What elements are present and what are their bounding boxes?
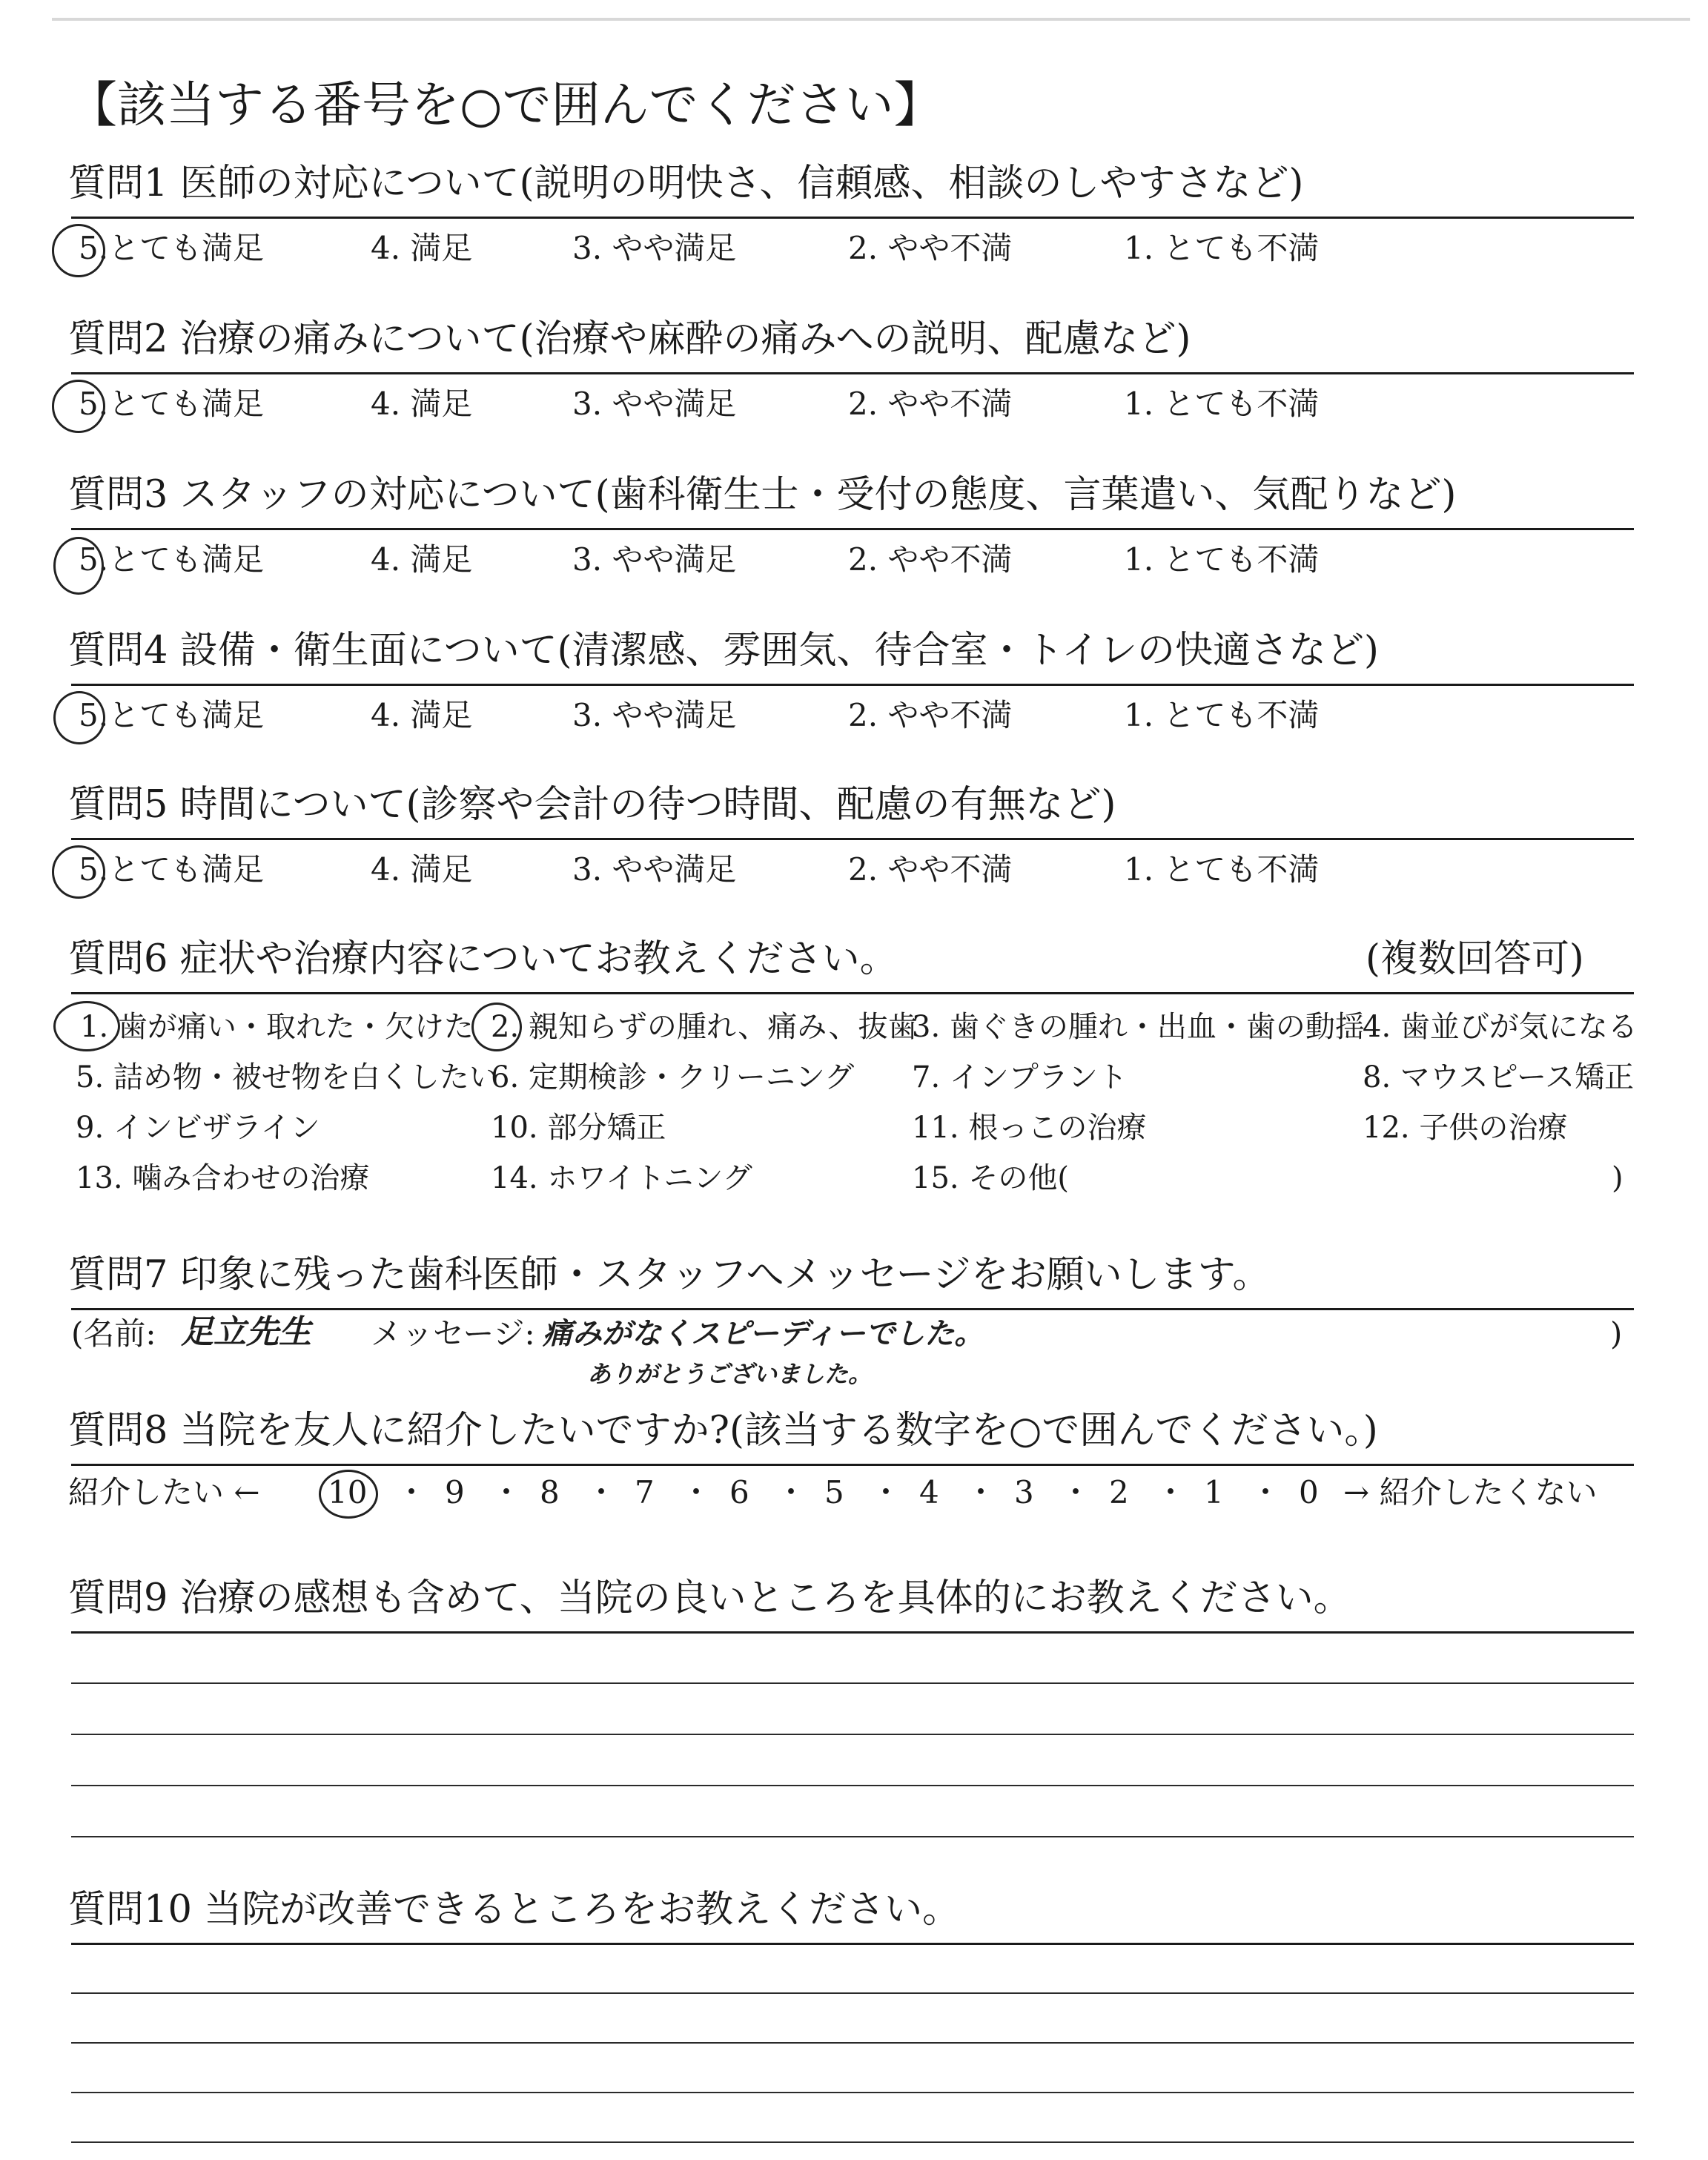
question-5: [68, 783, 1632, 894]
question-7-label: 質問7: [68, 1253, 168, 1297]
q9-answer-line[interactable]: [71, 1785, 1634, 1786]
question-10-text: 当院が改善できるところをお教えください。: [204, 1888, 961, 1932]
q3-selection-circle: [53, 537, 104, 595]
q8-score-8[interactable]: 8: [540, 1474, 560, 1510]
q4-option-4[interactable]: 4. 満足: [371, 697, 473, 733]
q8-score-5[interactable]: 5: [824, 1474, 844, 1510]
scan-edge: [52, 18, 1690, 21]
q6-option-15[interactable]: 15. その他(: [912, 1161, 1069, 1195]
q4-option-3[interactable]: 3. やや満足: [572, 697, 737, 733]
q6-option-6[interactable]: 6. 定期検診・クリーニング: [491, 1060, 855, 1094]
question-6-note: (複数回答可): [1366, 937, 1584, 981]
q2-option-2[interactable]: 2. やや不満: [848, 386, 1013, 422]
q7-name-label: (名前:: [71, 1315, 156, 1352]
q8-score-3[interactable]: 3: [1014, 1474, 1034, 1510]
q4-option-1[interactable]: 1. とても不満: [1124, 697, 1320, 733]
question-9-heading: [68, 1576, 1351, 1621]
q7-message-line-1[interactable]: 痛みがなくスピーディーでした。: [543, 1317, 984, 1351]
q1-option-4[interactable]: 4. 満足: [371, 230, 473, 266]
question-8: [68, 1409, 1632, 1527]
question-8-label: 質問8: [68, 1409, 168, 1453]
q1-option-2[interactable]: 2. やや不満: [848, 230, 1013, 266]
q7-message-line-2[interactable]: ありがとうございました。: [587, 1360, 873, 1388]
q4-selection-circle: [53, 691, 105, 744]
page-title: 【該当する番号を○で囲んでください】: [68, 76, 943, 133]
q8-dot: ・: [870, 1474, 902, 1510]
question-2-heading: [68, 317, 1191, 362]
question-4-heading: [68, 629, 1379, 673]
question-2-text: 治療の痛みについて(治療や麻酔の痛みへの説明、配慮など): [179, 317, 1191, 361]
q10-answer-line[interactable]: [71, 2092, 1634, 2093]
q6-option-8[interactable]: 8. マウスピース矯正: [1363, 1060, 1635, 1094]
q1-selection-circle: [52, 224, 105, 277]
q6-option-9[interactable]: 9. インビザライン: [76, 1111, 320, 1145]
q8-score-9[interactable]: 9: [445, 1474, 465, 1510]
q2-option-4[interactable]: 4. 満足: [371, 386, 473, 422]
question-4-label: 質問4: [68, 629, 168, 673]
q5-option-4[interactable]: 4. 満足: [371, 851, 473, 888]
q6-option-10[interactable]: 10. 部分矯正: [491, 1111, 666, 1145]
q1-option-5[interactable]: 5.とても満足: [79, 230, 265, 266]
q6-option-1[interactable]: 1. 歯が痛い・取れた・欠けた: [80, 1010, 474, 1044]
question-7-text: 印象に残った歯科医師・スタッフへメッセージをお願いします。: [179, 1253, 1271, 1297]
q8-scale: [320, 1474, 1358, 1511]
q6-option-7[interactable]: 7. インプラント: [912, 1060, 1128, 1094]
q9-answer-line[interactable]: [71, 1836, 1634, 1837]
q5-selection-circle: [52, 845, 105, 899]
question-5-label: 質問5: [68, 783, 168, 827]
question-1-label: 質問1: [68, 162, 168, 205]
question-6-text: 症状や治療内容についてお教えください。: [179, 937, 898, 981]
question-1-heading: [68, 162, 1303, 206]
q1-option-1[interactable]: 1. とても不満: [1124, 230, 1320, 266]
question-8-text: 当院を友人に紹介したいですか?(該当する数字を○で囲んでください。): [179, 1409, 1378, 1453]
q4-option-5[interactable]: 5.とても満足: [79, 697, 265, 733]
question-7: [68, 1253, 1632, 1401]
q7-close-paren: ): [1610, 1315, 1623, 1352]
question-6: [68, 937, 1638, 1204]
q8-dot: ・: [681, 1474, 712, 1510]
q10-answer-line[interactable]: [71, 1992, 1634, 1994]
q6-option-12[interactable]: 12. 子供の治療: [1363, 1111, 1568, 1145]
q2-option-5[interactable]: 5.とても満足: [79, 386, 265, 422]
q6-selection-circle-1: [53, 1001, 120, 1051]
q8-dot: ・: [1060, 1474, 1092, 1510]
question-7-rule: [71, 1308, 1634, 1310]
question-1: [68, 162, 1632, 273]
q8-dot: ・: [491, 1474, 523, 1510]
question-1-rule: [71, 217, 1634, 219]
q2-selection-circle: [52, 380, 105, 433]
q3-option-3[interactable]: 3. やや満足: [572, 541, 737, 578]
q6-option-11[interactable]: 11. 根っこの治療: [912, 1111, 1147, 1145]
question-5-rule: [71, 838, 1634, 840]
q9-answer-line[interactable]: [71, 1734, 1634, 1735]
q3-option-5[interactable]: 5.とても満足: [79, 541, 265, 578]
question-10: [68, 1888, 1632, 2155]
q8-dot: ・: [965, 1474, 997, 1510]
q6-option-2[interactable]: 2. 親知らずの腫れ、痛み、抜歯: [491, 1010, 918, 1044]
q8-dot: ・: [1250, 1474, 1282, 1510]
question-1-text: 医師の対応について(説明の明快さ、信頼感、相談のしやすさなど): [179, 162, 1304, 205]
question-7-heading: [68, 1253, 1271, 1298]
q9-answer-line[interactable]: [71, 1682, 1634, 1684]
question-6-label: 質問6: [68, 937, 168, 981]
q6-option-3[interactable]: 3. 歯ぐきの腫れ・出血・歯の動揺: [912, 1010, 1365, 1044]
q10-answer-line[interactable]: [71, 2042, 1634, 2044]
q6-option-13[interactable]: 13. 噛み合わせの治療: [76, 1161, 370, 1195]
q8-score-1[interactable]: 1: [1204, 1474, 1224, 1510]
q5-option-5[interactable]: 5.とても満足: [79, 851, 265, 888]
q6-selection-circle-2: [471, 1003, 522, 1051]
question-8-rule: [71, 1464, 1634, 1466]
question-10-label: 質問10: [68, 1888, 192, 1932]
q8-left-label: 紹介したい ←: [68, 1474, 260, 1510]
q8-dot: ・: [1155, 1474, 1187, 1510]
q2-option-3[interactable]: 3. やや満足: [572, 386, 737, 422]
q2-option-1[interactable]: 1. とても不満: [1124, 386, 1320, 422]
q8-score-10[interactable]: 10: [328, 1474, 368, 1510]
q6-option-14[interactable]: 14. ホワイトニング: [491, 1161, 752, 1195]
q8-right-label: → 紹介したくない: [1343, 1474, 1598, 1510]
question-3-text: スタッフの対応について(歯科衛生士・受付の態度、言葉遣い、気配りなど): [179, 473, 1457, 517]
question-2: [68, 317, 1632, 429]
question-6-rule: [71, 992, 1634, 994]
q3-option-4[interactable]: 4. 満足: [371, 541, 473, 578]
question-3-label: 質問3: [68, 473, 168, 517]
q8-score-7[interactable]: 7: [635, 1474, 655, 1510]
question-9: [68, 1576, 1632, 1851]
question-5-text: 時間について(診察や会計の待つ時間、配慮の有無など): [179, 783, 1116, 827]
q4-option-2[interactable]: 2. やや不満: [848, 697, 1013, 733]
q7-name-value[interactable]: 足立先生: [181, 1313, 311, 1351]
q6-option-15-close: ): [1612, 1161, 1623, 1195]
q8-selection-circle: [319, 1470, 378, 1519]
q5-option-1[interactable]: 1. とても不満: [1124, 851, 1320, 888]
question-6-heading: [68, 937, 898, 982]
q8-score-6[interactable]: 6: [729, 1474, 749, 1510]
question-10-heading: [68, 1888, 960, 1932]
question-9-rule: [71, 1631, 1634, 1634]
question-4: [68, 629, 1632, 740]
question-3-heading: [68, 473, 1456, 518]
question-10-rule: [71, 1943, 1634, 1945]
q8-dot: ・: [396, 1474, 428, 1510]
question-9-label: 質問9: [68, 1576, 168, 1620]
q8-dot: ・: [775, 1474, 807, 1510]
question-9-text: 治療の感想も含めて、当院の良いところを具体的にお教えください。: [179, 1576, 1351, 1620]
q10-answer-line[interactable]: [71, 2141, 1634, 2143]
q7-message-label: メッセージ:: [371, 1315, 535, 1352]
question-2-rule: [71, 372, 1634, 374]
q5-option-3[interactable]: 3. やや満足: [572, 851, 737, 888]
q3-option-2[interactable]: 2. やや不満: [848, 541, 1013, 578]
q1-option-3[interactable]: 3. やや満足: [572, 230, 737, 266]
q8-score-2[interactable]: 2: [1109, 1474, 1129, 1510]
question-2-label: 質問2: [68, 317, 168, 361]
question-4-rule: [71, 684, 1634, 686]
question-3-rule: [71, 528, 1634, 530]
q6-option-4[interactable]: 4. 歯並びが気になる: [1363, 1010, 1638, 1044]
question-3: [68, 473, 1632, 584]
q3-option-1[interactable]: 1. とても不満: [1124, 541, 1320, 578]
question-5-heading: [68, 783, 1116, 828]
question-8-heading: [68, 1409, 1378, 1453]
question-4-text: 設備・衛生面について(清潔感、雰囲気、待合室・トイレの快適さなど): [179, 629, 1379, 673]
q8-score-0[interactable]: 0: [1299, 1474, 1319, 1510]
q6-option-5[interactable]: 5. 詰め物・被せ物を白くしたい: [76, 1060, 499, 1094]
q8-dot: ・: [586, 1474, 618, 1510]
q8-score-4[interactable]: 4: [919, 1474, 939, 1510]
q5-option-2[interactable]: 2. やや不満: [848, 851, 1013, 888]
